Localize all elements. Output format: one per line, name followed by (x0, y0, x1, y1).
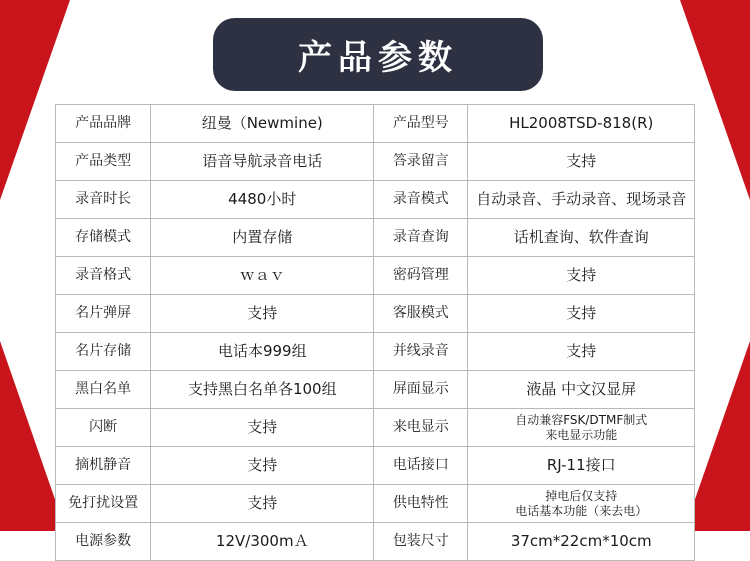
table-row (56, 485, 695, 523)
spec-label-left (56, 181, 151, 219)
spec-value-right (468, 219, 695, 257)
cell-line: 答录留言 (392, 152, 449, 169)
spec-label-left (56, 371, 151, 409)
cell-line: 话机查询、软件查询 (513, 228, 649, 247)
table-row (56, 219, 695, 257)
specifications-table-body (56, 105, 695, 561)
spec-label-right (374, 409, 468, 447)
specifications-table (55, 104, 695, 561)
cell-line: 名片存储 (75, 342, 132, 359)
spec-label-left (56, 523, 151, 561)
cell-line: 来电显示 (392, 418, 449, 435)
spec-label-right (374, 523, 468, 561)
cell-line: 名片弹屏 (75, 304, 132, 321)
spec-value-right (468, 333, 695, 371)
spec-label-right (374, 447, 468, 485)
spec-value-left (151, 485, 374, 523)
spec-label-right (374, 143, 468, 181)
spec-label-right (374, 257, 468, 295)
cell-line: 产品类型 (75, 152, 132, 169)
cell-line: 支持 (247, 494, 278, 513)
cell-line: 录音时长 (75, 190, 132, 207)
spec-value-left (151, 295, 374, 333)
cell-line: 产品品牌 (75, 114, 132, 131)
spec-value-left (151, 219, 374, 257)
spec-value-right (468, 485, 695, 523)
cell-line: 37cm*22cm*10cm (510, 532, 652, 551)
table-row (56, 447, 695, 485)
spec-label-left (56, 447, 151, 485)
cell-line: 自动兼容FSK/DTMF制式 (515, 412, 648, 427)
cell-line: 录音查询 (392, 228, 449, 245)
spec-value-left (151, 181, 374, 219)
spec-value-right (468, 257, 695, 295)
spec-value-left (151, 371, 374, 409)
cell-line: 支持 (247, 456, 278, 475)
cell-line: 录音模式 (392, 190, 449, 207)
spec-value-left (151, 105, 374, 143)
table-row (56, 333, 695, 371)
cell-line: 包装尺寸 (392, 532, 449, 549)
cell-line: 支持 (566, 266, 597, 285)
spec-label-left (56, 485, 151, 523)
table-row (56, 523, 695, 561)
cell-line: 自动录音、手动录音、现场录音 (476, 190, 687, 209)
cell-line: 黑白名单 (75, 380, 132, 397)
cell-line: 支持 (566, 152, 597, 171)
spec-label-left (56, 295, 151, 333)
spec-value-right (468, 105, 695, 143)
page-title-banner (213, 18, 543, 91)
spec-label-right (374, 105, 468, 143)
spec-value-right (468, 447, 695, 485)
spec-value-right (468, 371, 695, 409)
table-row (56, 371, 695, 409)
cell-line: ｗａｖ (239, 266, 285, 285)
spec-value-left (151, 257, 374, 295)
cell-line: 产品型号 (392, 114, 449, 131)
cell-line: 摘机静音 (75, 456, 132, 473)
cell-line: 客服模式 (392, 304, 449, 321)
spec-value-right (468, 523, 695, 561)
cell-line: 电话本999组 (217, 342, 307, 361)
table-row (56, 295, 695, 333)
spec-label-right (374, 485, 468, 523)
spec-label-left (56, 409, 151, 447)
cell-line: 并线录音 (392, 342, 449, 359)
table-row (56, 105, 695, 143)
cell-line: 纽曼（Newmine) (201, 114, 323, 133)
spec-value-left (151, 523, 374, 561)
spec-value-left (151, 143, 374, 181)
page-title: 产品参数 (298, 38, 458, 78)
cell-line: RJ-11接口 (546, 456, 616, 475)
spec-value-right (468, 409, 695, 447)
cell-line: 液晶 中文汉显屏 (526, 380, 637, 399)
table-row (56, 409, 695, 447)
spec-label-right (374, 295, 468, 333)
spec-value-left (151, 447, 374, 485)
cell-line: 语音导航录音电话 (202, 152, 323, 171)
cell-line: 电源参数 (75, 532, 132, 549)
cell-line: 支持 (566, 304, 597, 323)
spec-label-left (56, 105, 151, 143)
cell-line: 掉电后仅支持 (545, 488, 618, 503)
spec-label-right (374, 371, 468, 409)
cell-line: 内置存储 (232, 228, 293, 247)
cell-line: 电话接口 (392, 456, 449, 473)
cell-line: 支持黑白名单各100组 (187, 380, 337, 399)
cell-line: 12V/300mＡ (215, 532, 309, 551)
cell-line: 支持 (247, 304, 278, 323)
table-row (56, 143, 695, 181)
cell-line: 支持 (566, 342, 597, 361)
spec-value-right (468, 295, 695, 333)
cell-line: 支持 (247, 418, 278, 437)
cell-line: 4480小时 (228, 190, 297, 209)
spec-value-right (468, 181, 695, 219)
spec-value-right (468, 143, 695, 181)
spec-label-left (56, 143, 151, 181)
table-row (56, 257, 695, 295)
spec-label-right (374, 219, 468, 257)
cell-line: 免打扰设置 (68, 494, 139, 511)
spec-label-right (374, 181, 468, 219)
cell-line: 供电特性 (392, 494, 449, 511)
spec-value-left (151, 333, 374, 371)
cell-line: 密码管理 (392, 266, 449, 283)
spec-label-right (374, 333, 468, 371)
spec-label-left (56, 219, 151, 257)
cell-line: 屏面显示 (392, 380, 449, 397)
spec-label-left (56, 257, 151, 295)
spec-label-left (56, 333, 151, 371)
cell-line: 来电显示功能 (545, 427, 618, 442)
table-row (56, 181, 695, 219)
spec-value-left (151, 409, 374, 447)
cell-line: 闪断 (89, 418, 118, 435)
cell-line: 录音格式 (75, 266, 132, 283)
cell-line: 存储模式 (75, 228, 132, 245)
cell-line: HL2008TSD-818(R) (509, 114, 654, 133)
cell-line: 电话基本功能（来去电） (515, 503, 648, 518)
